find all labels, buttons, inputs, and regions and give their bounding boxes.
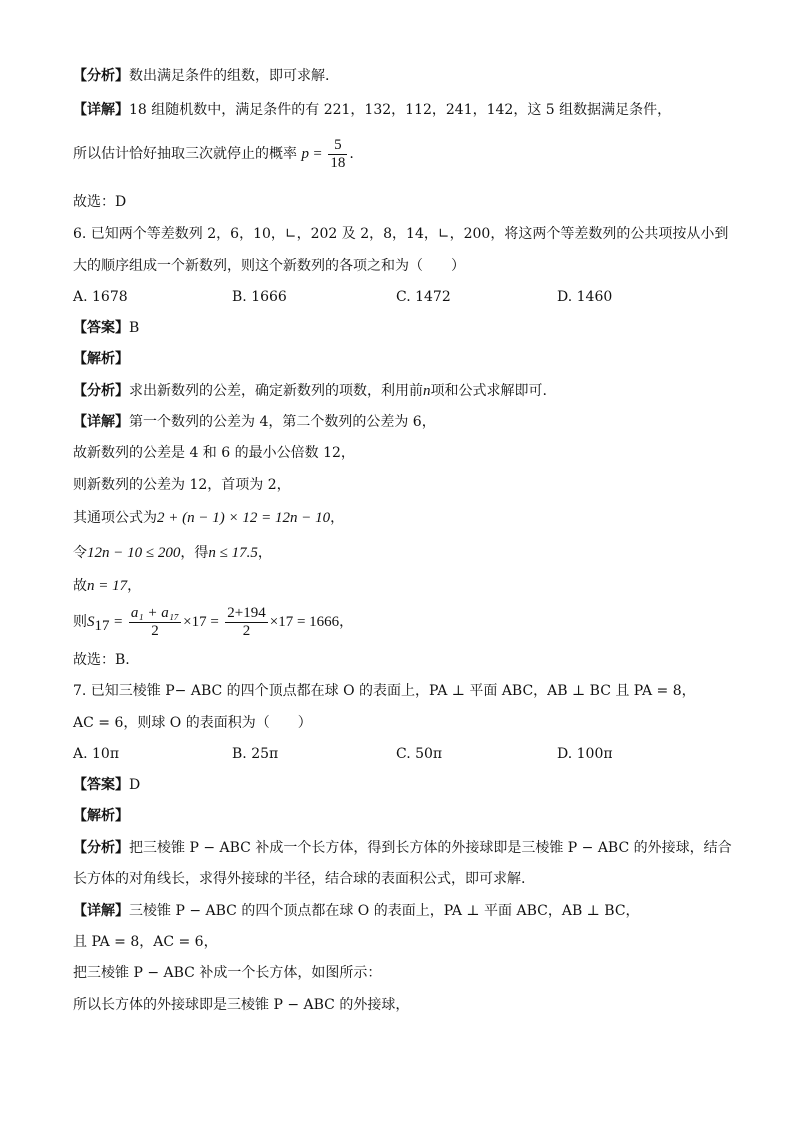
step-3-prefix: 其通项公式为 (73, 510, 157, 526)
step-2: 则新数列的公差为 12，首项为 2， (73, 477, 291, 493)
answer-choice-line-5 (73, 192, 126, 212)
q6-option-d: D. 1460 (557, 289, 613, 305)
detail-6 (73, 412, 436, 432)
analysis-tag: 【分析】 (73, 840, 129, 856)
analysis-tag: 【分析】 (73, 383, 129, 399)
detail-tag: 【详解】 (73, 903, 129, 919)
step-6-sum (73, 602, 353, 646)
analysis-tag: 【分析】 (73, 68, 129, 84)
fraction-numerator: 2+194 (227, 604, 266, 621)
analysis-7-line-1 (73, 838, 732, 858)
sum-symbol: S (87, 614, 95, 630)
detail-tag: 【详解】 (73, 102, 129, 118)
solution-tag: 【解析】 (73, 351, 129, 367)
probability-text: 所以估计恰好抽取三次就停止的概率 (73, 146, 297, 162)
q7-option-d: D. 100π (557, 746, 613, 762)
general-term-formula: 2 + (n − 1) × 12 = 12n − 10 (157, 510, 331, 526)
question-7-line-1: 7. 已知三棱锥 P− ABC 的四个顶点都在球 O 的表面上，PA ⊥ 平面 ABC，AB ⊥ BC 且 PA = 8， (73, 683, 696, 699)
fraction-5-18 (328, 137, 347, 172)
var-n: n (423, 383, 431, 399)
answer-6 (73, 318, 139, 338)
fraction-denominator: 2 (242, 622, 251, 639)
fraction-numerator: 5 (328, 137, 347, 155)
q7-option-a: A. 10π (73, 746, 120, 762)
fraction-numerator: a₁ + a₁₇ (130, 604, 180, 621)
detail-text: 第一个数列的公差为 4，第二个数列的公差为 6， (129, 414, 436, 430)
detail-7-step-3: 所以长方体的外接球即是三棱锥 P − ABC 的外接球， (73, 997, 410, 1013)
step-7: 故选：B. (73, 652, 130, 668)
q6-option-a: A. 1678 (73, 289, 128, 305)
solution-tag: 【解析】 (73, 808, 129, 824)
solution-7-heading (73, 806, 129, 826)
comma: ， (339, 614, 354, 630)
detail-7-step-1: 且 PA = 8，AC = 6， (73, 934, 218, 950)
step-5 (73, 576, 141, 596)
question-6-text: 6. 已知两个等差数列 2，6，10，∟，202 及 2，8，14，∟，200，将这两个等差数列的公共项按从小到 (73, 226, 729, 242)
detail-text: 18 组随机数中，满足条件的有 221，132，112，241，142，这 5 组数据满足条件， (129, 102, 672, 118)
comma: ， (127, 578, 142, 594)
comma: ， (330, 510, 345, 526)
var-p: p (301, 146, 309, 162)
analysis-7-line-2: 长方体的对角线长，求得外接球的半径，结合球的表面积公式，即可求解. (73, 871, 526, 887)
answer-value: D (129, 777, 141, 793)
answer-text: 故选：D (73, 194, 127, 210)
analysis-text: 求出新数列的公差，确定新数列的项数，利用前 (129, 383, 423, 399)
solution-6-heading (73, 349, 129, 369)
analysis-text: 数出满足条件的组数，即可求解. (129, 68, 330, 84)
inequality-1: 12n − 10 ≤ 200 (87, 545, 181, 561)
step-3 (73, 508, 344, 528)
comma: ， (257, 545, 272, 561)
detail-line-5 (73, 100, 671, 120)
times-17: ×17 = (183, 614, 219, 630)
analysis-6 (73, 381, 547, 401)
step-1: 故新数列的公差是 4 和 6 的最小公倍数 12， (73, 445, 355, 461)
sum-subscript: 17 (94, 617, 110, 634)
answer-tag: 【答案】 (73, 320, 129, 336)
fraction-denominator: 18 (330, 154, 346, 171)
step-6-prefix: 则 (73, 614, 87, 630)
fraction-2-194 (225, 605, 267, 640)
answer-value: B (129, 320, 140, 336)
step-4 (73, 543, 272, 563)
equals-sign: = (113, 614, 123, 630)
detail-7-step-2: 把三棱锥 P − ABC 补成一个长方体，如图所示： (73, 965, 382, 981)
q6-option-c: C. 1472 (396, 289, 451, 305)
question-6-line-1 (73, 224, 728, 244)
detail-text: 三棱锥 P − ABC 的四个顶点都在球 O 的表面上，PA ⊥ 平面 ABC，AB ⊥ BC， (129, 903, 640, 919)
n-equals-17: n = 17 (87, 578, 128, 594)
step-5-prefix: 故 (73, 578, 87, 594)
analysis-text: 把三棱锥 P − ABC 补成一个长方体，得到长方体的外接球即是三棱锥 P − ABC 的外接球，结合 (129, 840, 732, 856)
probability-line (73, 136, 354, 172)
detail-7 (73, 901, 640, 921)
q7-option-b: B. 25π (232, 746, 279, 762)
fraction-a1-a17 (129, 605, 181, 640)
question-6-text-2: 大的顺序组成一个新数列，则这个新数列的各项之和为（ ） (73, 258, 465, 274)
period: . (349, 146, 354, 162)
result-1666: ×17 = 1666 (269, 614, 340, 630)
inequality-2: n ≤ 17.5 (208, 545, 258, 561)
q7-option-c: C. 50π (396, 746, 443, 762)
answer-tag: 【答案】 (73, 777, 129, 793)
question-7-line-2: AC = 6，则球 O 的表面积为（ ） (73, 715, 312, 731)
question-6-line-2 (73, 256, 465, 276)
answer-7 (73, 775, 140, 795)
equals-sign: = (313, 146, 322, 162)
analysis-line-5 (73, 66, 329, 86)
step-4-prefix: 令 (73, 545, 87, 561)
step-4-middle: ，得 (180, 545, 209, 561)
detail-tag: 【详解】 (73, 414, 129, 430)
q6-option-b: B. 1666 (232, 289, 287, 305)
analysis-text-end: 项和公式求解即可. (430, 383, 547, 399)
fraction-denominator: 2 (151, 622, 159, 639)
